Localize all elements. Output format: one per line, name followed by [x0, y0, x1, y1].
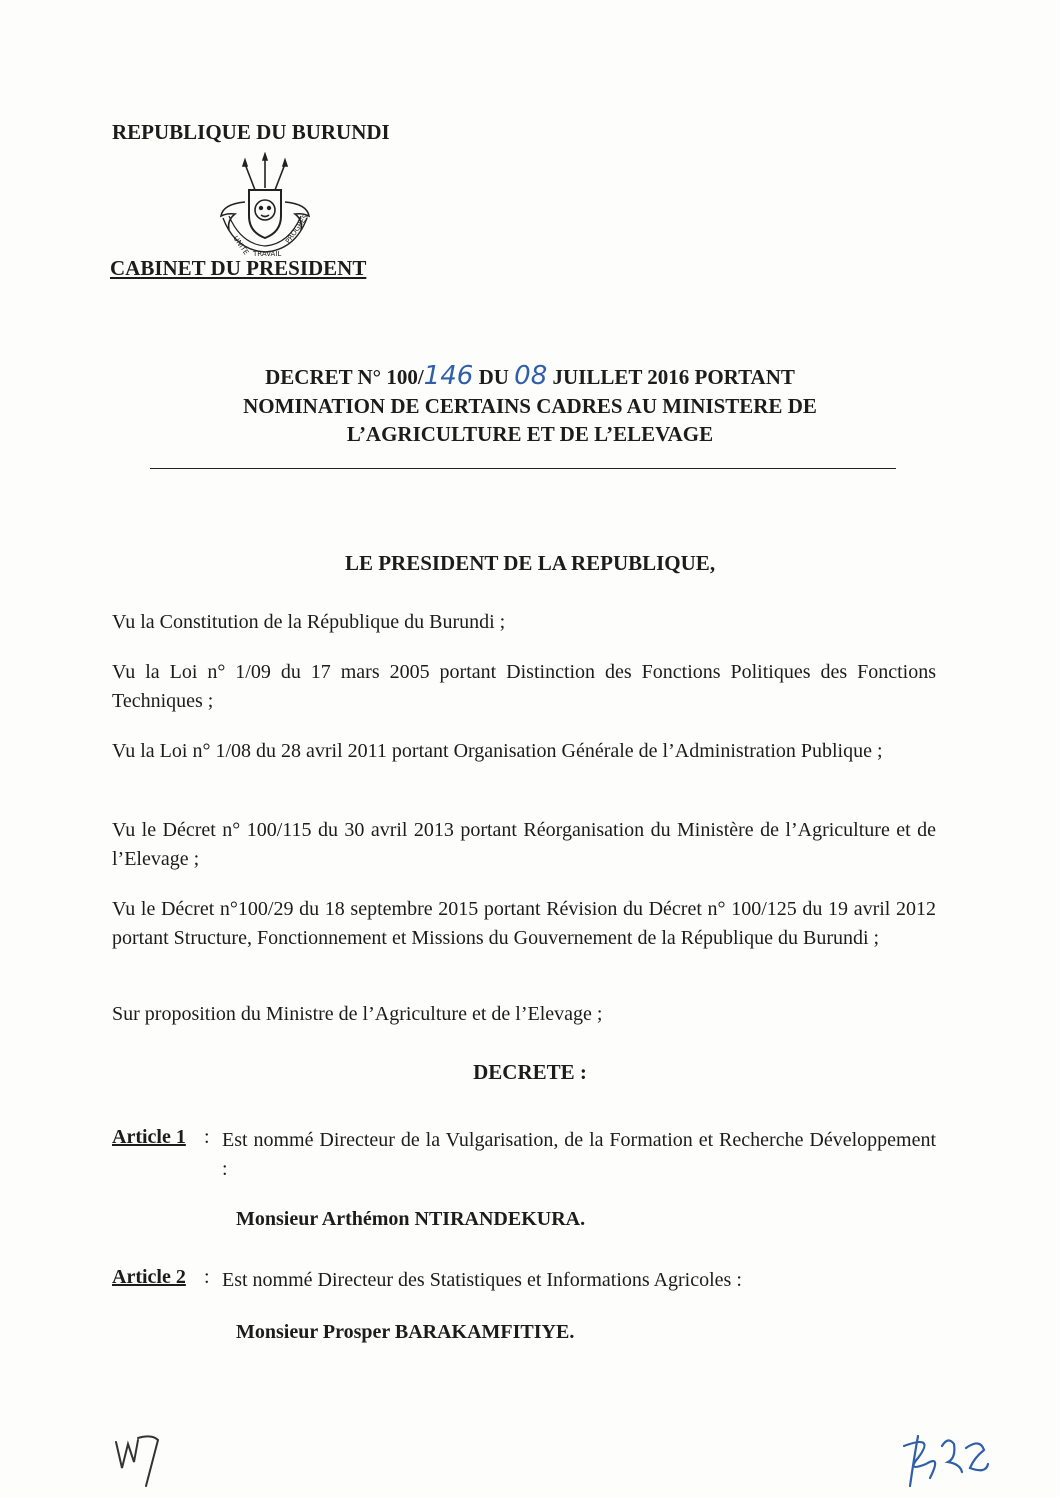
president-heading: LE PRESIDENT DE LA REPUBLIQUE,	[344, 551, 716, 575]
motto-center: TRAVAIL	[253, 250, 282, 258]
header-republic: REPUBLIQUE DU BURUNDI	[112, 120, 390, 144]
initials-mark-right	[896, 1428, 996, 1490]
motto-left: UNITE	[231, 234, 251, 257]
vu-decret-2013: Vu le Décret n° 100/115 du 30 avril 2013 portant Réorganisation du Ministère de l’Agriculture et de l’Elevage ;	[112, 819, 936, 870]
decrete-heading: DECRETE :	[473, 1060, 587, 1084]
title-divider	[150, 468, 896, 469]
article-1-nominee: Monsieur Arthémon NTIRANDEKURA.	[236, 1208, 586, 1230]
article-2-label: Article 2	[112, 1266, 186, 1288]
handwritten-decree-number: 146	[423, 361, 474, 391]
title-prefix: DECRET N° 100/	[265, 365, 424, 389]
title-line1-rest: JUILLET 2016 PORTANT	[552, 365, 795, 389]
vu-loi-2011: Vu la Loi n° 1/08 du 28 avril 2011 portant Organisation Générale de l’Administration Publique ;	[112, 740, 883, 762]
sur-proposition: Sur proposition du Ministre de l’Agriculture et de l’Elevage ;	[112, 1003, 603, 1025]
article-2-nominee: Monsieur Prosper BARAKAMFITIYE.	[236, 1321, 575, 1343]
decree-title-line1	[0, 362, 1060, 392]
decree-title-line2: NOMINATION DE CERTAINS CADRES AU MINISTERE DE	[243, 394, 817, 418]
article-1-sep: :	[204, 1126, 210, 1148]
article-2-text: Est nommé Directeur des Statistiques et Informations Agricoles :	[222, 1269, 742, 1291]
title-du: DU	[478, 365, 509, 389]
vu-loi-2005: Vu la Loi n° 1/09 du 17 mars 2005 portant Distinction des Fonctions Politiques des Fonctions Techniques ;	[112, 661, 936, 712]
vu-constitution: Vu la Constitution de la République du Burundi ;	[112, 611, 506, 633]
coat-of-arms-icon	[205, 152, 325, 268]
coat-of-arms-emblem	[205, 152, 325, 268]
handwritten-initials-icon	[108, 1428, 168, 1490]
handwritten-paraph-icon	[896, 1428, 996, 1490]
article-1-label: Article 1	[112, 1126, 186, 1148]
decree-title-line3: L’AGRICULTURE ET DE L’ELEVAGE	[346, 422, 714, 446]
header-cabinet: CABINET DU PRESIDENT	[110, 256, 367, 280]
motto-right: PROGRES	[284, 212, 310, 246]
initials-mark-left	[108, 1428, 168, 1490]
article-1-text: Est nommé Directeur de la Vulgarisation, de la Formation et Recherche Développement :	[222, 1129, 936, 1180]
vu-decret-2015: Vu le Décret n°100/29 du 18 septembre 2015 portant Révision du Décret n° 100/125 du 19 avril 2012 portant Structure, Fonctionnement et Missions du Gouvernement de la République du Burundi ;	[112, 898, 936, 949]
article-2-sep: :	[204, 1266, 210, 1288]
handwritten-day: 08	[514, 361, 548, 391]
